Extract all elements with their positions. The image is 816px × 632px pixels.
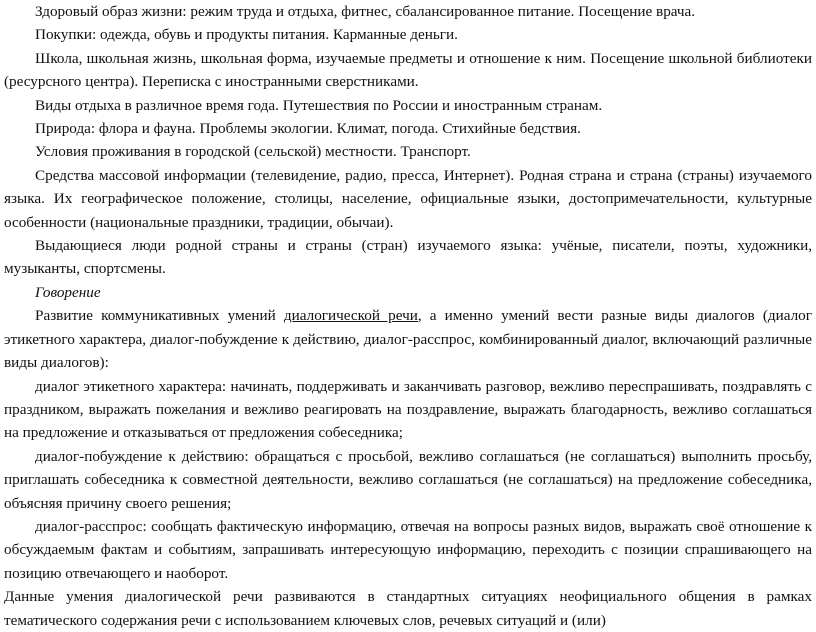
topic-living-conditions: Условия проживания в городской (сельской) местности. Транспорт. [35,143,471,161]
section-heading-speaking: Говорение [35,283,101,301]
closing-paragraph: Данные умения диалогической речи развиваются в стандартных ситуациях неофициального общения в рамках тематического содержания речи с использованием ключевых слов, речевых ситуаций и (или) [4,588,812,629]
dialog-inquiry: диалог-расспрос: сообщать фактическую информацию, отвечая на вопросы разных видов, выражать своё отношение к обсуждаемым фактам и событиям, запрашивать интересующую информацию, переходить с позиции спрашивающего на позицию отвечающего и наоборот. [4,517,812,582]
dialog-etiquette: диалог этикетного характера: начинать, поддерживать и заканчивать разговор, вежливо переспрашивать, поздравлять с праздником, выражать пожелания и вежливо реагировать на поздравление, выражать благодарность, вежливо соглашаться на предложение и отказываться от предложения собеседника; [4,377,812,442]
topic-nature: Природа: флора и фауна. Проблемы экологии. Климат, погода. Стихийные бедствия. [35,120,581,138]
topic-mass-media: Средства массовой информации (телевидение, радио, пресса, Интернет). Родная страна и страна (страны) изучаемого языка. Их географическое положение, столицы, население, официальные языки, достопримечательности, культурные особенности (национальные праздники, традиции, обычаи). [4,166,812,231]
topic-school: Школа, школьная жизнь, школьная форма, изучаемые предметы и отношение к ним. Посещение школьной библиотеки (ресурсного центра). Переписка с иностранными сверстниками. [4,49,812,91]
topic-shopping: Покупки: одежда, обувь и продукты питания. Карманные деньги. [35,26,458,44]
speaking-intro-start: Развитие коммуникативных умений [35,307,284,325]
dialog-incentive: диалог-побуждение к действию: обращаться с просьбой, вежливо соглашаться (не соглашаться) выполнить просьбу, приглашать собеседника к совместной деятельности, вежливо соглашаться (не соглашаться) на предложение собеседника, объясняя причину своего решения; [4,447,812,512]
speaking-intro [4,304,812,374]
topic-famous-people: Выдающиеся люди родной страны и страны (стран) изучаемого языка: учёные, писатели, поэты, художники, музыканты, спортсмены. [4,237,812,278]
topic-healthy-lifestyle: Здоровый образ жизни: режим труда и отдыха, фитнес, сбалансированное питание. Посещение врача. [35,3,696,20]
topic-leisure: Виды отдыха в различное время года. Путешествия по России и иностранным странам. [35,96,603,114]
dialogic-speech-link[interactable]: диалогической речи [283,307,418,325]
speaking-intro-end: , а именно умений вести разные виды диалогов (диалог этикетного характера, диалог-побуждение к действию, диалог-расспрос, комбинированный диалог, включающий различные виды диалогов): [4,307,813,372]
